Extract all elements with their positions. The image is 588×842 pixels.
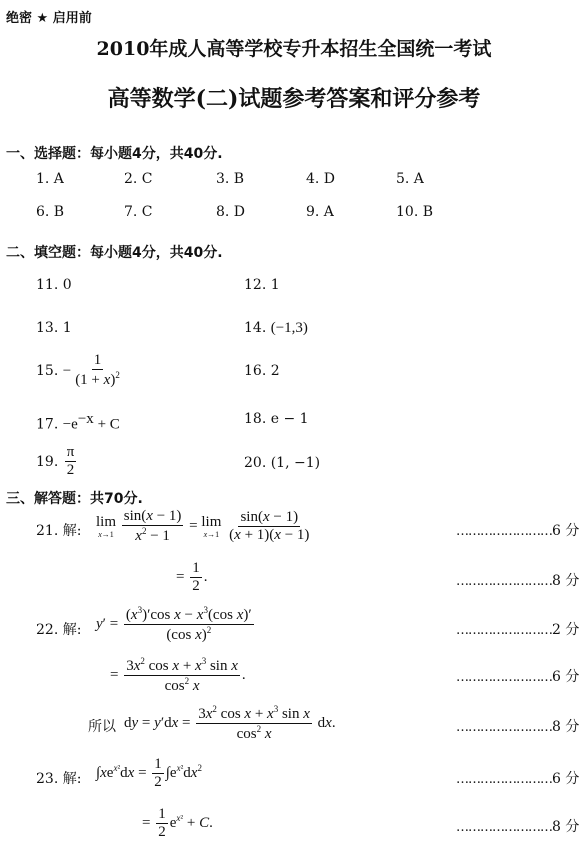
- answer-11: 11. 0: [36, 277, 72, 293]
- answer-14-number: 14. (−1,3): [244, 320, 308, 336]
- answer-12: 12. 1: [244, 277, 280, 293]
- score-line: ……………………6 分: [456, 523, 580, 539]
- question-22-label: 22. 解:: [36, 622, 82, 638]
- q22-step2: = $\frac{3x^2 \cos x + x^3 \sin x}{\cos^2 x}$ .: [110, 656, 246, 695]
- answer-7: 7. C: [124, 204, 153, 220]
- section-solution-heading: 三、解答题：共70分.: [6, 491, 143, 507]
- q23-step1: $\int xe^{x^2}dx$ = $\frac{1}{2}$ $\int e^{x^2}dx^2$: [96, 756, 202, 791]
- q23-step2: = $\frac{1}{2}$ $e^{x^2} + C$.: [142, 806, 213, 841]
- therefore-label: 所以: [88, 719, 116, 735]
- question-23-label: 23. 解:: [36, 771, 82, 787]
- answer-9: 9. A: [306, 204, 334, 220]
- confidential-label: 绝密 ★ 启用前: [6, 11, 92, 26]
- score-line: ……………………6 分: [456, 669, 580, 685]
- section-choice-heading: 一、选择题：每小题4分，共40分.: [6, 146, 223, 162]
- q22-step3: dy = y′dx = $\frac{3x^2 \cos x + x^3 \sin x}{\cos^2 x}$ dx.: [124, 704, 336, 743]
- document-title: 高等数学(二)试题参考答案和评分参考: [107, 86, 481, 112]
- q22-step1: y′ = $\frac{(x^3)'\cos x - x^3(\cos x)'}{(\cos x)^2}$: [96, 605, 252, 644]
- answer-15: 15. − $\frac{1}{(1 + x)^2}$: [36, 352, 120, 389]
- question-21-label: 21. 解:: [36, 523, 82, 539]
- section-fill-heading: 二、填空题：每小题4分，共40分.: [6, 245, 223, 261]
- answer-13: 13. 1: [36, 320, 72, 336]
- answer-10: 10. B: [396, 204, 434, 220]
- score-line: ……………………8 分: [456, 573, 580, 589]
- q21-step1: lim x→1 $\frac{\sin(x - 1)}{x^2 - 1}$ = lim x→1 $\frac{\sin(x - 1)}{(x + 1)(x - 1)}$: [96, 508, 310, 545]
- answer-3: 3. B: [216, 171, 245, 187]
- answer-18: 18. e − 1: [244, 411, 309, 427]
- score-line: ……………………2 分: [456, 622, 580, 638]
- score-line: ……………………8 分: [456, 819, 580, 835]
- answer-2: 2. C: [124, 171, 153, 187]
- answer-8: 8. D: [216, 204, 246, 220]
- score-line: ……………………8 分: [456, 719, 580, 735]
- answer-6: 6. B: [36, 204, 65, 220]
- answer-4: 4. D: [306, 171, 336, 187]
- score-line: ……………………6 分: [456, 771, 580, 787]
- answer-14-value: (−1,3): [270, 320, 308, 336]
- answer-20: 20. (1, −1): [244, 455, 321, 471]
- answer-1: 1. A: [36, 171, 64, 187]
- answer-16: 16. 2: [244, 363, 280, 379]
- fraction: $\frac{1}{(1 + x)^2}$: [75, 352, 120, 389]
- exam-title: 2010年成人高等学校专升本招生全国统一考试: [96, 38, 492, 60]
- q21-step2: = $\frac{1}{2}$ .: [176, 560, 208, 595]
- answer-19: 19. $\frac{\pi}{2}$: [36, 444, 75, 479]
- answer-17: 17. $-e^{-x} + C$: [36, 411, 120, 433]
- answer-5: 5. A: [396, 171, 424, 187]
